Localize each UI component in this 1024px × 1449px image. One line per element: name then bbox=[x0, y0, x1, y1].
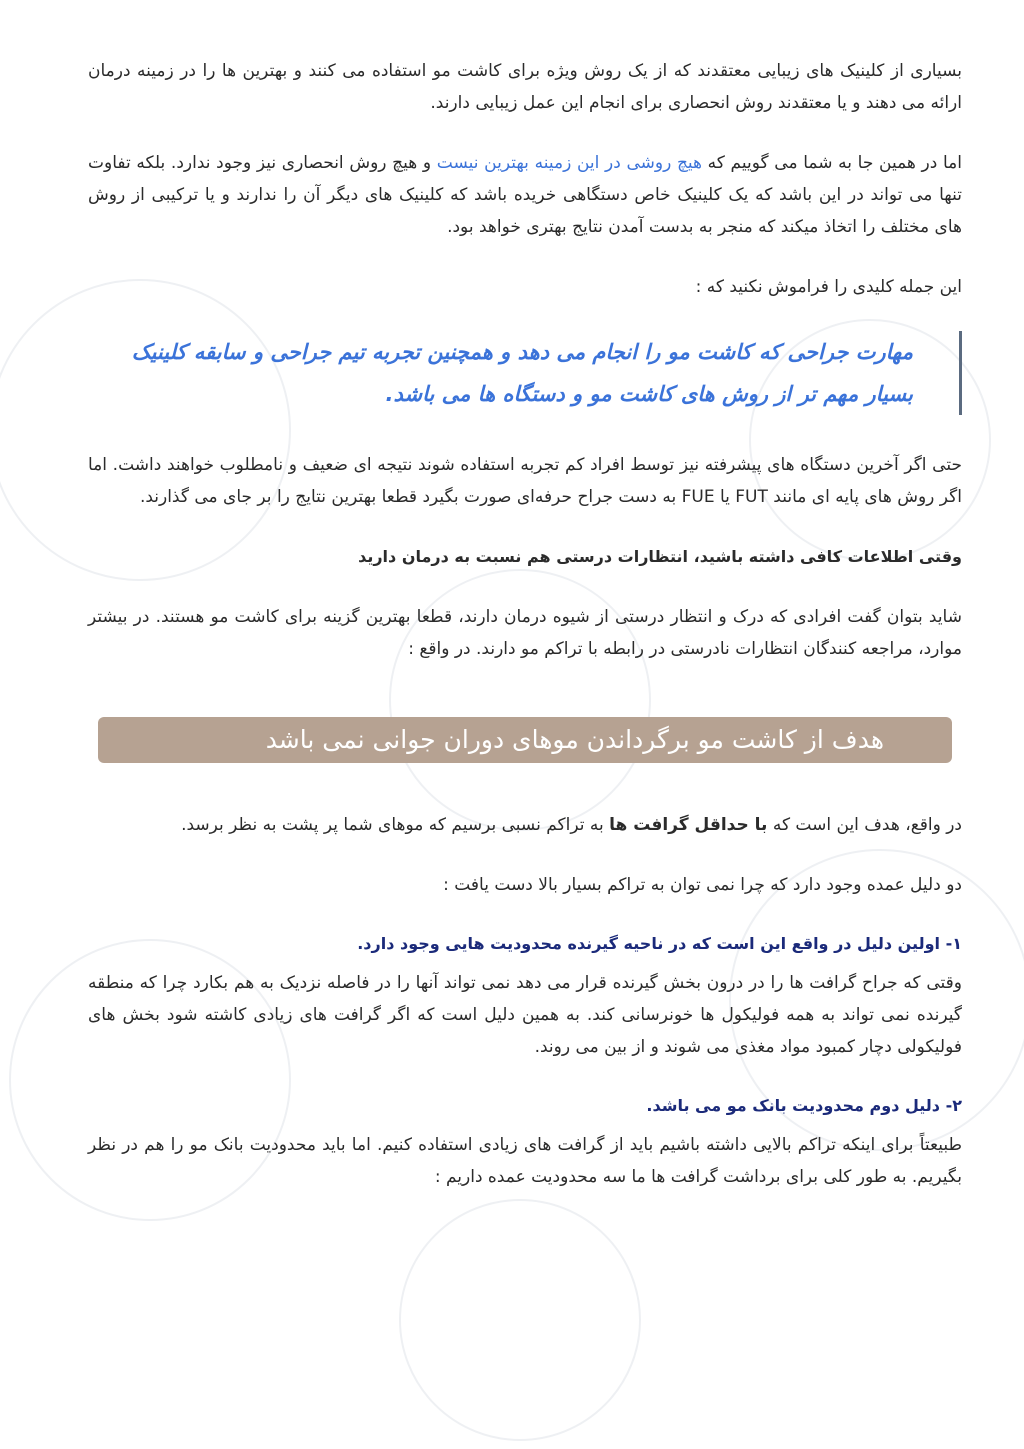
paragraph-text: اما در همین جا به شما می گوییم که bbox=[702, 153, 962, 173]
paragraph-no-best-method bbox=[88, 147, 962, 243]
paragraph-text: و هیچ روش انحصاری نیز وجود ندارد. بلکه تفاوت تنها می تواند در این باشد که یک کلینیک خاص دستگاهی خریده باشد که کلینیک های دیگر آن را ندارند و یا ترکیبی از روش های مختلف را اتخاذ میکند که منجر به بدست آمدن نتایج بهتری خواهد بود. bbox=[88, 153, 962, 237]
paragraph-devices: حتی اگر آخرین دستگاه های پیشرفته نیز توسط افراد کم تجربه استفاده شوند نتیجه ای ضعیف و نامطلوب خواهند داشت. اما اگر روش های پایه ای مانند FUT یا FUE به دست جراح حرفه‌ای صورت بگیرد قطعا بهترین نتایج را بر جای می گذارند. bbox=[88, 455, 962, 507]
paragraph-key-sentence: این جمله کلیدی را فراموش نکنید که : bbox=[695, 277, 962, 297]
paragraph-goal bbox=[88, 809, 962, 841]
bold-statement: وقتی اطلاعات کافی داشته باشید، انتظارات درستی هم نسبت به درمان دارید bbox=[358, 547, 962, 566]
section-banner: هدف از کاشت مو برگرداندن موهای دوران جوانی نمی باشد bbox=[98, 717, 952, 763]
paragraph-expectations: شاید بتوان گفت افرادی که درک و انتظار درستی از شیوه درمان دارند، قطعا بهترین گزینه برای کاشت مو هستند. در بیشتر موارد، مراجعه کنندگان انتظارات نادرستی در رابطه با تراکم مو دارند. در واقع : bbox=[88, 607, 962, 659]
inline-link[interactable]: هیچ روشی در این زمینه بهترین نیست bbox=[436, 153, 703, 173]
blockquote: مهارت جراحی که کاشت مو را انجام می دهد و همچنین تجربه تیم جراحی و سابقه کلینیک بسیار مهم تر از روش های کاشت مو و دستگاه ها می باشد. bbox=[88, 331, 962, 415]
paragraph-two-reasons: دو دلیل عمده وجود دارد که چرا نمی توان به تراکم بسیار بالا دست یافت : bbox=[443, 875, 962, 895]
paragraph-text: به تراکم نسبی برسیم که موهای شما پر پشت به نظر برسد. bbox=[181, 815, 610, 835]
bold-text: با حداقل گرافت ها bbox=[609, 815, 768, 835]
heading-reason-1: ۱- اولین دلیل در واقع این است که در ناحیه گیرنده محدودیت هایی وجود دارد. bbox=[357, 934, 962, 953]
paragraph-reason-2: طبیعتاً برای اینکه تراکم بالایی داشته باشیم باید از گرافت های زیادی استفاده کنیم. اما باید محدودیت بانک مو را هم در نظر بگیریم. به طور کلی برای برداشت گرافت ها ما سه محدودیت عمده داریم : bbox=[88, 1135, 962, 1187]
paragraph-text: در واقع، هدف این است که bbox=[767, 815, 962, 835]
paragraph-intro: بسیاری از کلینیک های زیبایی معتقدند که از یک روش ویژه برای کاشت مو استفاده می کنند و بهترین ها را در زمینه درمان ارائه می دهند و یا معتقدند روش انحصاری برای انجام این عمل زیبایی دارند. bbox=[88, 61, 962, 113]
paragraph-reason-1: وقتی که جراح گرافت ها را در درون بخش گیرنده قرار می دهد نمی تواند آنها را در فاصله نزدیک به هم بکارد چرا که منطقه گیرنده نمی تواند به همه فولیکول ها خونرسانی کند. به همین دلیل است که اگر گرافت های زیادی کاشته شود بخش های فولیکولی دچار کمبود مواد مغذی می شوند و از بین می روند. bbox=[88, 973, 962, 1057]
heading-reason-2: ۲- دلیل دوم محدودیت بانک مو می باشد. bbox=[646, 1096, 962, 1115]
